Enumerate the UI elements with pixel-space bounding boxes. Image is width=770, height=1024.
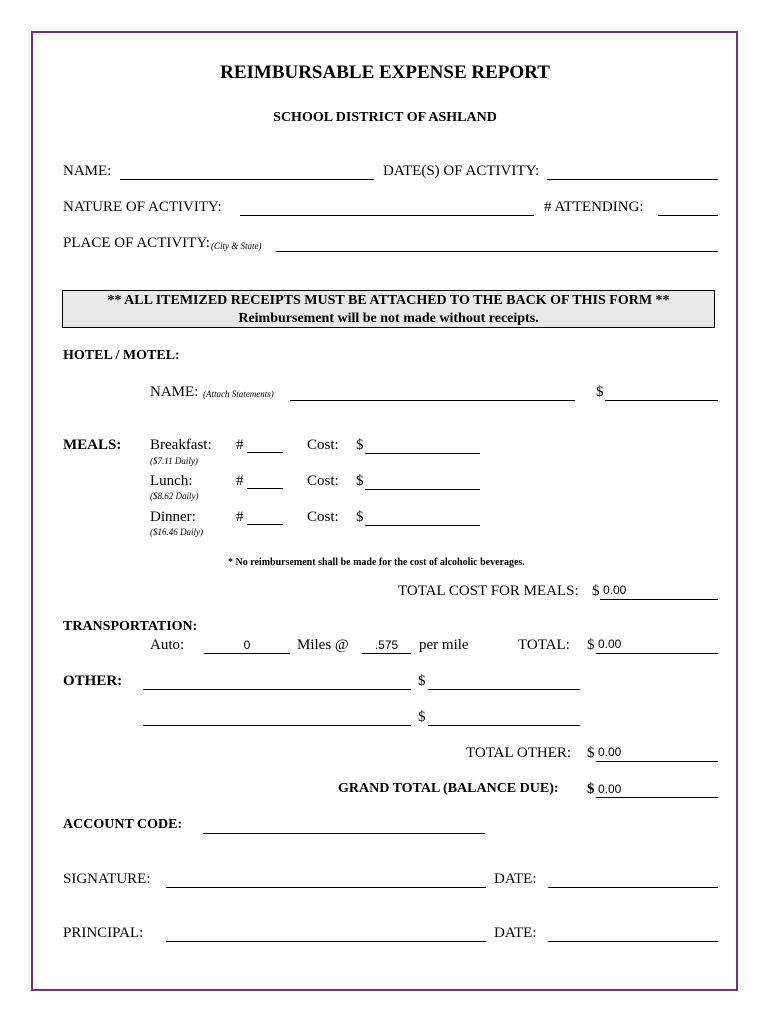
mileage-rate-value[interactable]: .575: [374, 638, 399, 652]
lunch-count-field[interactable]: [247, 488, 283, 489]
lunch-cost-field[interactable]: [365, 489, 480, 490]
principal-label: PRINCIPAL:: [63, 925, 144, 941]
miles-value[interactable]: 0: [243, 638, 251, 652]
name-field[interactable]: [120, 179, 374, 180]
lunch-cost-label: Cost:: [307, 473, 339, 489]
breakfast-cost-label: Cost:: [307, 437, 339, 453]
transportation-total-field: [596, 653, 718, 654]
dinner-rate: ($16.46 Daily): [150, 527, 203, 537]
account-code-field[interactable]: [203, 833, 485, 834]
total-other-field: [596, 761, 718, 762]
other-amount-field-1[interactable]: [428, 689, 580, 690]
hotel-amount-field[interactable]: [605, 400, 718, 401]
place-field[interactable]: [276, 251, 718, 252]
dinner-dollar: $: [356, 509, 364, 525]
hotel-dollar: $: [596, 384, 604, 400]
account-code-label: ACCOUNT CODE:: [63, 817, 183, 832]
transportation-total-label: TOTAL:: [518, 637, 570, 653]
dates-label: DATE(S) OF ACTIVITY:: [383, 163, 540, 179]
nature-field[interactable]: [240, 215, 534, 216]
grand-total-value[interactable]: 0.00: [598, 782, 622, 796]
attending-field[interactable]: [658, 215, 718, 216]
other-dollar-2: $: [418, 709, 426, 725]
breakfast-cost-field[interactable]: [365, 453, 480, 454]
receipts-notice: [62, 290, 715, 328]
other-heading: OTHER:: [63, 673, 123, 689]
dinner-count-field[interactable]: [247, 524, 283, 525]
meals-heading: MEALS:: [63, 437, 122, 453]
principal-field[interactable]: [166, 941, 486, 942]
auto-label: Auto:: [150, 637, 185, 653]
principal-date-field[interactable]: [548, 941, 718, 942]
signature-field[interactable]: [166, 887, 486, 888]
signature-label: SIGNATURE:: [63, 871, 151, 887]
principal-date-label: DATE:: [494, 925, 537, 941]
miles-label: Miles @: [297, 637, 349, 653]
form-title: REIMBURSABLE EXPENSE REPORT: [220, 62, 550, 83]
total-other-value[interactable]: 0.00: [598, 745, 622, 759]
attending-label: # ATTENDING:: [544, 199, 644, 215]
mileage-rate-field: [362, 653, 411, 654]
lunch-count-symbol: #: [236, 473, 244, 489]
name-label: NAME:: [63, 163, 112, 179]
grand-total-dollar: $: [587, 781, 595, 797]
dinner-label: Dinner:: [150, 509, 196, 525]
total-other-label: TOTAL OTHER:: [466, 745, 572, 761]
alcohol-note: * No reimbursement shall be made for the cost of alcoholic beverages.: [228, 557, 525, 568]
breakfast-rate: ($7.11 Daily): [150, 456, 198, 466]
dinner-count-symbol: #: [236, 509, 244, 525]
transportation-heading: TRANSPORTATION:: [63, 619, 198, 634]
meals-total-label: TOTAL COST FOR MEALS:: [398, 583, 579, 599]
grand-total-label: GRAND TOTAL (BALANCE DUE):: [338, 781, 559, 796]
signature-date-field[interactable]: [548, 887, 718, 888]
hotel-name-note: (Attach Statements): [203, 389, 274, 399]
hotel-name-label: NAME:: [150, 384, 199, 400]
meals-total-dollar: $: [592, 583, 600, 599]
transportation-total-dollar: $: [587, 637, 595, 653]
other-description-field-2[interactable]: [143, 725, 411, 726]
meals-total-value[interactable]: 0.00: [603, 583, 627, 597]
place-note: (City & State): [211, 241, 262, 251]
lunch-rate: ($8.62 Daily): [150, 491, 199, 501]
breakfast-label: Breakfast:: [150, 437, 212, 453]
signature-date-label: DATE:: [494, 871, 537, 887]
hotel-name-field[interactable]: [290, 400, 575, 401]
place-label: PLACE OF ACTIVITY:: [63, 235, 210, 251]
dates-field[interactable]: [547, 179, 718, 180]
total-other-dollar: $: [587, 745, 595, 761]
grand-total-field: [596, 797, 718, 798]
per-mile-label: per mile: [419, 637, 469, 653]
lunch-dollar: $: [356, 473, 364, 489]
dinner-cost-label: Cost:: [307, 509, 339, 525]
other-amount-field-2[interactable]: [428, 725, 580, 726]
notice-line-1: ** ALL ITEMIZED RECEIPTS MUST BE ATTACHED TO THE BACK OF THIS FORM **: [107, 293, 670, 308]
other-description-field-1[interactable]: [143, 689, 411, 690]
breakfast-dollar: $: [356, 437, 364, 453]
breakfast-count-symbol: #: [236, 437, 244, 453]
hotel-heading: HOTEL / MOTEL:: [63, 348, 180, 363]
notice-line-2: Reimbursement will be not made without receipts.: [238, 311, 539, 326]
other-dollar-1: $: [418, 673, 426, 689]
miles-field: [204, 653, 290, 654]
nature-label: NATURE OF ACTIVITY:: [63, 199, 222, 215]
dinner-cost-field[interactable]: [365, 525, 480, 526]
breakfast-count-field[interactable]: [247, 452, 283, 453]
district-name: SCHOOL DISTRICT OF ASHLAND: [273, 110, 497, 125]
meals-total-field: [600, 599, 718, 600]
lunch-label: Lunch:: [150, 473, 193, 489]
transportation-total-value[interactable]: 0.00: [598, 637, 622, 651]
